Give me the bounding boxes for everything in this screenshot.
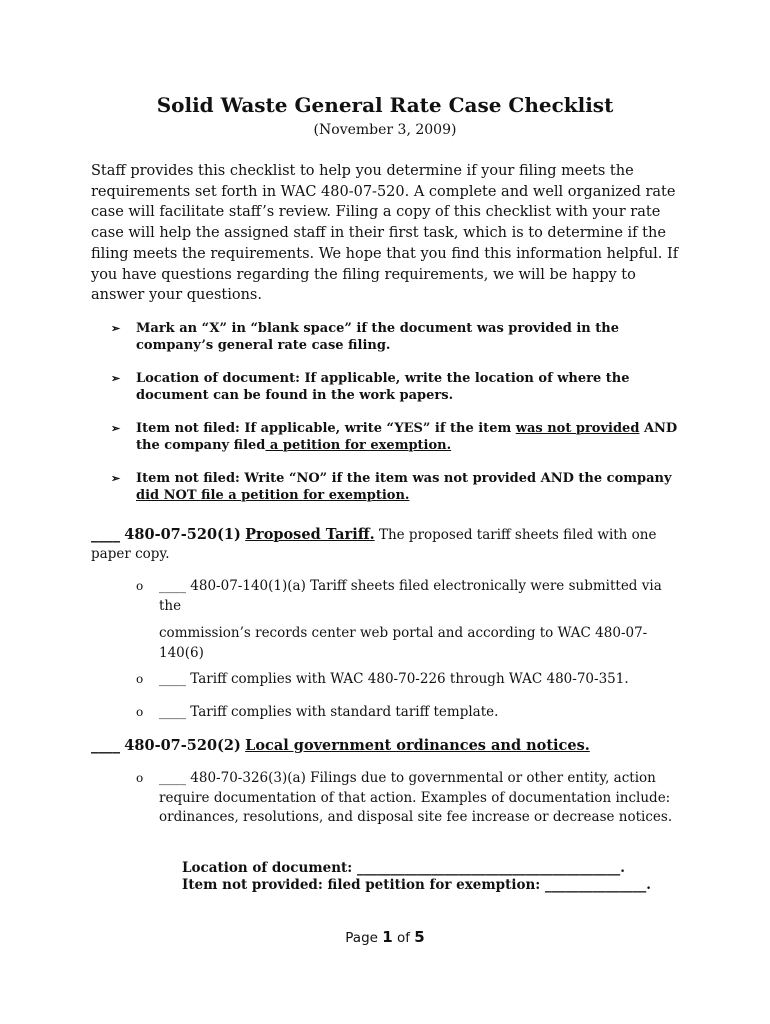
page-number: 1 (382, 928, 393, 946)
document-title: Solid Waste General Rate Case Checklist (156, 93, 614, 117)
section-heading: Local government ordinances and notices. (245, 737, 590, 754)
arrow-bullet-icon: ➢ (111, 372, 121, 385)
not-provided-label: Item not provided: filed petition for exemption: (182, 877, 545, 893)
arrow-bullet-icon: ➢ (111, 322, 121, 335)
bullet-text-part: Item not filed: If applicable, write “YES” if the item (136, 421, 516, 436)
bullet-text: Mark an “X” in “blank space” if the document was provided in the company’s general rate case filing. (136, 321, 620, 353)
page-word: Page (345, 930, 383, 946)
checklist-item-text: ____ Tariff complies with standard tariff template. (159, 704, 499, 720)
document-date: (November 3, 2009) (313, 122, 457, 138)
circle-bullet-icon: o (136, 579, 144, 593)
page-footer (0, 928, 770, 946)
checklist-item-text: ____ Tariff complies with WAC 480-70-226 through WAC 480-70-351. (159, 671, 629, 687)
bullet-text: Location of document: If applicable, write the location of where the document can be found in the work papers. (136, 371, 630, 403)
circle-bullet-icon: o (136, 771, 144, 785)
not-provided-line (182, 876, 702, 894)
bullet-text-part: Item not filed: Write “NO” if the item was not provided AND the company (136, 471, 672, 486)
bullet-text (136, 420, 696, 454)
page-total: 5 (414, 928, 425, 946)
section-blank: ____ (91, 526, 120, 543)
section-text: The proposed tariff sheets filed with one paper copy. (91, 527, 657, 562)
bullet-text-part: AND the company filed (136, 421, 678, 453)
bullet-text-underlined: was not provided (515, 421, 640, 436)
location-line (182, 859, 702, 877)
intro-paragraph: Staff provides this checklist to help you determine if your filing meets the requirements set forth in WAC 480-07-520. A complete and well organized rate case will facilitate staff’s review. Filing a copy of this checklist with your rate case will help the assigned staff in their first task, which is to determine if the filing meets the requirements. We hope that you find this information helpful. If you have questions regarding the filing requirements, we will be happy to answer your questions. (91, 163, 679, 304)
not-provided-blank: _______________. (544, 877, 651, 893)
section-proposed-tariff (91, 525, 691, 564)
section-number: 480-07-520(1) (124, 526, 241, 543)
circle-bullet-icon: o (136, 705, 144, 719)
bullet-text-underlined: a petition for exemption. (265, 438, 452, 453)
of-word: of (392, 930, 415, 946)
checklist-item-text: ____ 480-70-326(3)(a) Filings due to governmental or other entity, action require documentation of that action. Examples of documentation include: ordinances, resolutions, and disposal site fee increase or decrease notices. (159, 770, 673, 825)
bullet-text-underlined: did NOT file a petition for exemption. (136, 488, 410, 503)
section-number: 480-07-520(2) (124, 737, 241, 754)
arrow-bullet-icon: ➢ (111, 422, 121, 435)
location-blank: _______________________________________. (356, 860, 625, 876)
location-label: Location of document: (182, 860, 357, 876)
checklist-item-text: ____ 480-07-140(1)(a) Tariff sheets filed electronically were submitted via the (159, 578, 662, 614)
checklist-item-text: commission’s records center web portal and according to WAC 480-07-140(6) (159, 625, 648, 661)
section-blank: ____ (91, 737, 120, 754)
section-local-government (91, 736, 691, 756)
arrow-bullet-icon: ➢ (111, 472, 121, 485)
circle-bullet-icon: o (136, 672, 144, 686)
bullet-text (136, 470, 696, 504)
section-heading: Proposed Tariff. (245, 526, 375, 543)
